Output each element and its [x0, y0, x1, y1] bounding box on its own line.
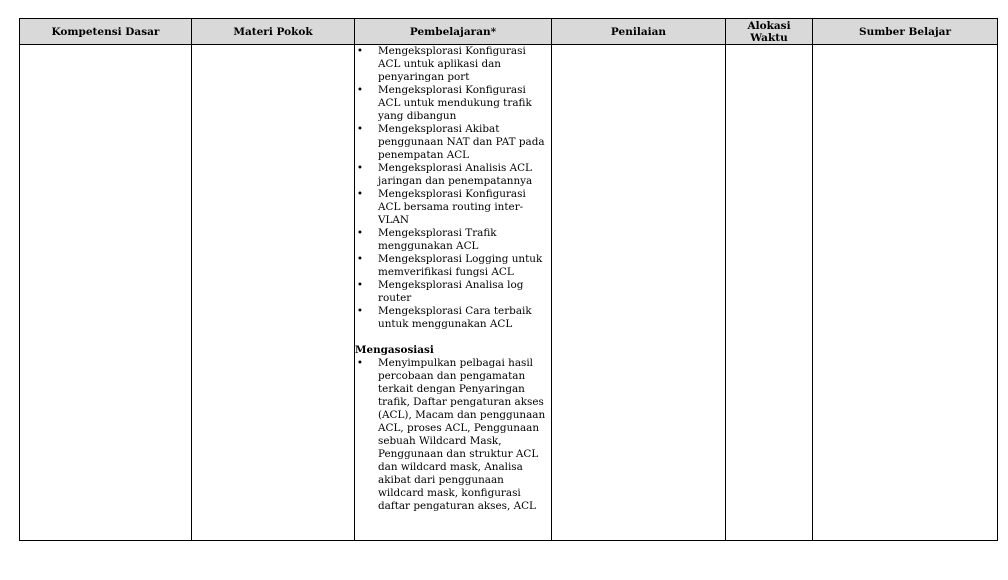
bullet-icon: •: [356, 84, 364, 96]
list-item: [355, 45, 551, 84]
header-pembelajaran: Pembelajaran*: [355, 19, 552, 45]
header-alokasi-waktu: [726, 19, 813, 45]
header-row: [20, 19, 998, 45]
bullet-icon: •: [356, 188, 364, 200]
list-item: [355, 227, 551, 253]
cell-pembelajaran: [355, 45, 552, 541]
bullet-icon: •: [356, 162, 364, 174]
cell-materi-pokok: [192, 45, 355, 541]
header-materi-pokok: Materi Pokok: [192, 19, 355, 45]
cell-penilaian: [552, 45, 726, 541]
bullet-icon: •: [356, 357, 364, 369]
list-item: [355, 123, 551, 162]
cell-sumber-belajar: [813, 45, 998, 541]
list-item: [355, 253, 551, 279]
bullet-icon: •: [356, 227, 364, 239]
cell-alokasi-waktu: [726, 45, 813, 541]
list-item-text: Mengeksplorasi Konfigurasi ACL bersama routing inter-VLAN: [378, 188, 526, 226]
list-item: [355, 357, 551, 513]
list-item-text: Mengeksplorasi Trafik menggunakan ACL: [378, 227, 497, 252]
list-item-text: Mengeksplorasi Akibat penggunaan NAT dan PAT pada penempatan ACL: [378, 123, 545, 161]
bullet-icon: •: [356, 279, 364, 291]
list-item-text: Mengeksplorasi Konfigurasi ACL untuk mendukung trafik yang dibangun: [378, 84, 532, 122]
table-row: [20, 45, 998, 541]
list-item: [355, 84, 551, 123]
list-item: [355, 162, 551, 188]
list-item-text: Mengeksplorasi Analisis ACL jaringan dan penempatannya: [378, 162, 533, 187]
header-kompetensi-dasar: Kompetensi Dasar: [20, 19, 192, 45]
header-alokasi-line1: Alokasi: [747, 19, 791, 32]
list-item-text: Mengeksplorasi Cara terbaik untuk menggunakan ACL: [378, 305, 532, 330]
explore-list: [355, 45, 551, 331]
list-item-text: Mengeksplorasi Analisa log router: [378, 279, 524, 304]
syllabus-table: [19, 18, 998, 541]
bullet-icon: •: [356, 305, 364, 317]
section-heading-mengasosiasi: Mengasosiasi: [355, 344, 434, 356]
bullet-icon: •: [356, 123, 364, 135]
bullet-icon: •: [356, 253, 364, 265]
list-item: [355, 305, 551, 331]
list-item-text: Menyimpulkan pelbagai hasil percobaan dan pengamatan terkait dengan Penyaringan trafik, Daftar pengaturan akses (ACL), Macam dan penggunaan ACL, proses ACL, Penggunaan sebuah Wildcard Mask, Penggunaan dan struktur ACL dan wildcard mask, Analisa akibat dari penggunaan wildcard mask, konfigurasi daftar pengaturan akses, ACL: [378, 357, 546, 512]
header-alokasi-line2: Waktu: [750, 31, 788, 44]
list-item: [355, 279, 551, 305]
header-sumber-belajar: Sumber Belajar: [813, 19, 998, 45]
list-item: [355, 188, 551, 227]
list-item-text: Mengeksplorasi Logging untuk memverifikasi fungsi ACL: [378, 253, 543, 278]
bullet-icon: •: [356, 45, 364, 57]
list-item-text: Mengeksplorasi Konfigurasi ACL untuk aplikasi dan penyaringan port: [378, 45, 526, 83]
associate-list: [355, 357, 551, 513]
cell-kompetensi-dasar: [20, 45, 192, 541]
header-penilaian: Penilaian: [552, 19, 726, 45]
